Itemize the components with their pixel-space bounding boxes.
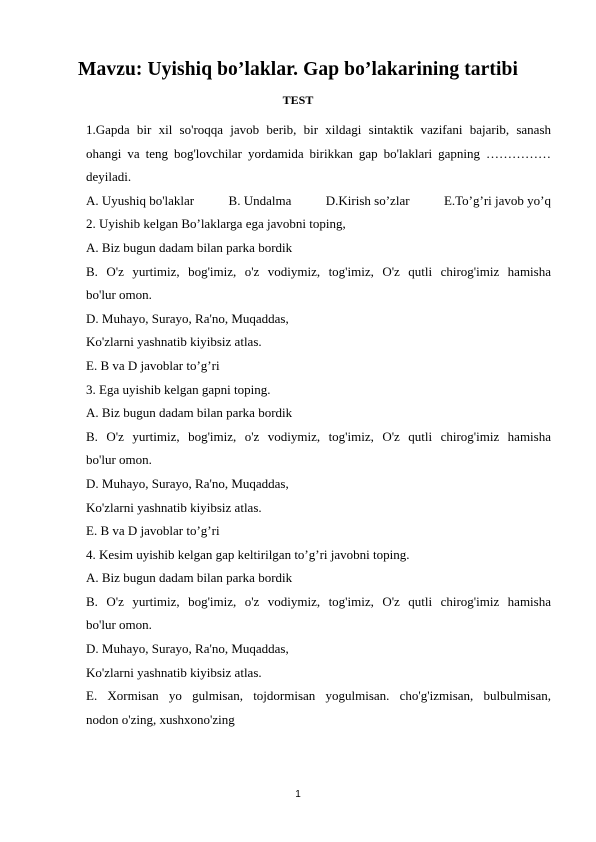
question-1-text-line: ohangi va teng bog'lovchilar yordamida birikkan gap bo'laklari gapning ……………	[86, 145, 551, 161]
option-e-line: nodon o'zing, xushxono'zing	[86, 711, 235, 727]
option-a: A. Biz bugun dadam bilan parka bordik	[86, 570, 293, 586]
option-b: B. Undalma	[228, 192, 292, 208]
option-e: E. B va D javoblar to’g’ri	[86, 523, 220, 539]
option-a: A. Biz bugun dadam bilan parka bordik	[86, 239, 293, 255]
test-body	[86, 118, 551, 731]
option-d: D.Kirish so’zlar	[325, 192, 410, 208]
question-4	[86, 543, 551, 732]
option-e-line: E. Xormisan yo gulmisan, tojdormisan yogulmisan. cho'g'izmisan, bulbulmisan,	[86, 688, 551, 704]
question-2	[86, 212, 551, 377]
question-1-text-line: 1.Gapda bir xil so'roqqa javob berib, bir xildagi sintaktik vazifani bajarib, sanash	[86, 122, 551, 137]
option-b-line: bo'lur omon.	[86, 287, 152, 303]
option-b-line: bo'lur omon.	[86, 617, 152, 633]
page-title: Mavzu: Uyishiq bo’laklar. Gap bo’lakarining tartibi	[78, 59, 518, 80]
question-1	[86, 118, 551, 212]
question-1-text-line: deyiladi.	[86, 169, 132, 185]
option-e: E. B va D javoblar to’g’ri	[86, 357, 220, 373]
question-3	[86, 378, 551, 543]
option-a: A. Biz bugun dadam bilan parka bordik	[86, 405, 293, 421]
option-d-line: D. Muhayo, Surayo, Ra'no, Muqaddas,	[86, 475, 289, 491]
option-d-line: D. Muhayo, Surayo, Ra'no, Muqaddas,	[86, 641, 289, 657]
test-heading: TEST	[282, 93, 314, 107]
option-b-line: B. O'z yurtimiz, bog'imiz, o'z vodiymiz, tog'imiz, O'z qutli chirog'imiz hamisha	[86, 428, 551, 444]
option-b-line: bo'lur omon.	[86, 452, 152, 468]
question-3-text: 3. Ega uyishib kelgan gapni toping.	[86, 381, 271, 397]
option-b-line: B. O'z yurtimiz, bog'imiz, o'z vodiymiz, tog'imiz, O'z qutli chirog'imiz hamisha	[86, 263, 551, 279]
option-d-line: Ko'zlarni yashnatib kiyibsiz atlas.	[86, 499, 262, 515]
option-d-line: D. Muhayo, Surayo, Ra'no, Muqaddas,	[86, 310, 289, 326]
option-e: E.To’g’ri javob yo’q	[443, 192, 551, 208]
option-d-line: Ko'zlarni yashnatib kiyibsiz atlas.	[86, 664, 262, 680]
option-a: A. Uyushiq bo'laklar	[86, 192, 195, 208]
page-number: 1	[295, 789, 301, 800]
question-2-text: 2. Uyishib kelgan Bo’laklarga ega javobni toping,	[86, 216, 346, 232]
option-d-line: Ko'zlarni yashnatib kiyibsiz atlas.	[86, 334, 262, 350]
question-1-options	[86, 189, 551, 213]
option-b-line: B. O'z yurtimiz, bog'imiz, o'z vodiymiz, tog'imiz, O'z qutli chirog'imiz hamisha	[86, 593, 551, 609]
question-4-text: 4. Kesim uyishib kelgan gap keltirilgan to’g’ri javobni toping.	[86, 546, 410, 562]
